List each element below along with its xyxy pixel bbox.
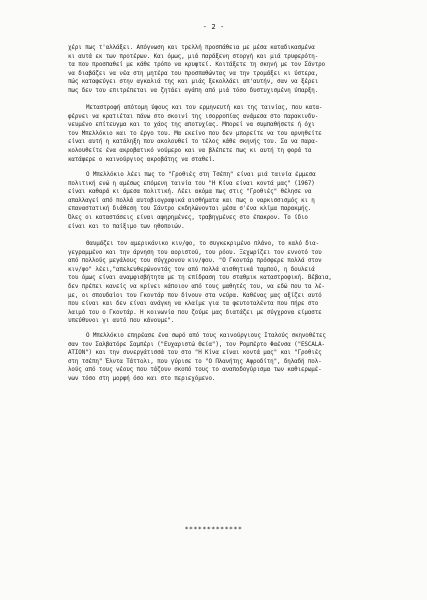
text-line: Όλες οι καταστάσεις είναι αφηρημένες, τραβηγμένες στο έπακρον. Το ίδιο (68, 214, 308, 221)
text-line: Ο Μπελλόκιο επηρέασε ένα σωρό από τους καινούργιους Ιταλούς σκηνοθέτες (86, 333, 326, 339)
text-line: κολουθείτε ένα ακροβατικό νούμερο και να βλέπετε πως κι αυτή τη φορά τα (68, 147, 312, 154)
paragraph-4 (68, 240, 388, 326)
text-line: που είναι και δεν είναι ανάγκη να κλαίμε για τα φευτοταλέντα που πήρε στο (68, 301, 319, 308)
text-line: χέρι πως τ'αλλάξει. Απόγνωση και τρελλή προσπάθεια με μέσα καταδικασμένα (68, 45, 315, 51)
text-line: πώς καταφεύγει στην αγκαλιά της και μιάς ξεκολλάει απ'αυτήν, σαν να ξέρει (68, 79, 319, 86)
text-line: φέρνει να κρατιέται πάνω στο σκοινί της ισορροπίας ανάμεσα στο παρακινδυ- (68, 113, 319, 120)
text-line: Ο Μπελλόκιο λέει πως το "Γροθιές στη Τσέπη" είναι μιά ταινία έμμεσα (86, 172, 316, 178)
text-line: νευμένο επίτευγμα και το χάος της αποτυχίας. Μπορεί να συμπαθήσετε ή όχι (68, 122, 315, 129)
text-line: από πολλούς μεγάλους του σύγχρονου κιν/φου. "Ο Γκοντάρ πρόσφερε πολλά στον (68, 258, 322, 265)
text-line: κατάφερε ο καινούργιος ακροβάτης να σταθεί. (68, 156, 216, 163)
text-line: τον Μπελλόκιο και το έργο του. Μα εκείνο που δεν μπορείτε να του αρνηθείτε (68, 130, 322, 137)
text-line: επαναστατική διάθεση του Σάντρο εκδηλώνονται μέσα σ'ένα κλίμα παρακμής. (68, 206, 312, 213)
text-line: δεν πρέπει κανείς να κρίνει κάποιον από τους μαθητές του, να εδώ που τα λέ- (68, 283, 325, 290)
text-line: τα που προσπαθεί με κάθε τρόπο να κρυφτεί. Κοιτάξετε τη σκηνή με τον Σάντρο (68, 62, 325, 69)
text-line: Θαυμάζει τον αμερικάνικο κιν/φο, το συγκεκριμένο πλάνο, το καλό δια- (86, 241, 319, 247)
text-line: ATION") και την συνεργάτισσά του στο "Η Κίνα είναι κοντά μας" και "Γροθιές (68, 350, 322, 357)
paragraph-1 (68, 44, 388, 96)
text-line: με, οι σπουδαίοι του Γκοντάρ που δίνουν στα νεύρα. Καθένας μας αξίζει αυτό (68, 292, 322, 299)
text-line: σαν τον Σαλβατόρε Σαμπέρι ("Ευχαριστώ Θεία"), τον Ρομπέρτο Φαένσα ("ESCALA- (68, 341, 325, 348)
text-line: υπεύθυνοι γι αυτό που κάνουμε". (68, 318, 175, 325)
text-line: πολιτική ενώ η αμέσως επόμενη ταινία του "Η Κίνα είναι κοντά μας" (1967) (68, 180, 315, 187)
text-line: νων τόσο στη μορφή όσο και στο περιεχόμενο. (68, 375, 216, 382)
text-line: λαιμό του ο Γκοντάρ. Η κοινωνία που ζούμε μας διατάζει με σύγχρονα είμαστε (68, 309, 322, 316)
paragraph-5 (68, 332, 388, 384)
text-line: να διαβάζει να νέα στη μητέρα του προσπαθώντας να την τρομάξει κι ύστερα, (68, 70, 319, 77)
section-separator: ************* (184, 525, 243, 533)
text-line: κι αυτά εκ των προτέρων. Και όμως, μιά παράξενη στοργή και μιά τρυφερότη- (68, 53, 319, 60)
text-line: πως δεν του επιτρέπεται να ζητάει αγάπη από μιά τόσο δυστυχισμένη ύπαρξη. (68, 87, 319, 94)
text-line: του όμως είναι αναμφισβήτητα με τη επίδραση του σταθμικ καταστροφική. Βέβαια, (68, 275, 332, 282)
text-line: στη τσέπη" Έλντα Τάττολι, που γύρισε το "Ο Πλανήτης Αφροδίτη", δηλαδή πολ- (68, 358, 322, 365)
text-line: είναι καθαρά κι άμεσα πολιτική. Λέει ακόμα πως στις "Γροθιές" θέλησε να (68, 189, 312, 196)
text-line: κιν/φο" λέει,"απελευθερώνοντάς τον από πολλά αισθητικά ταμπού, η δουλειά (68, 266, 315, 273)
text-line: είναι αυτή η κατάληξη που ακολουθεί το τέλος κάθε σκηνής του. Σα να παρα- (68, 139, 319, 146)
page-number: - 2 - (202, 22, 225, 31)
text-line: απαλλαγεί από πολλά αυτοβιογραφικά αισθήματα και πως ο ναρκισσισμός κι η (68, 197, 315, 204)
text-line: Μεταστροφή απότομη ύφους και του ερμηνευτή και της ταινίας, που κατα- (86, 105, 323, 111)
paragraph-2 (68, 104, 388, 164)
text-line: γεγραμμένο και την άρνηση του αοριστού, του ρόου. Ξεχωρίζει τον εννοτό του (68, 249, 322, 256)
text-line: λούς από τους νέους που τάζουν σκοπό τους το αναποδογύρισμα των καθιερωμέ- (68, 367, 322, 374)
text-line: είναι και το παίξιμο των ηθοποιών. (68, 223, 185, 230)
paragraph-3 (68, 171, 388, 231)
